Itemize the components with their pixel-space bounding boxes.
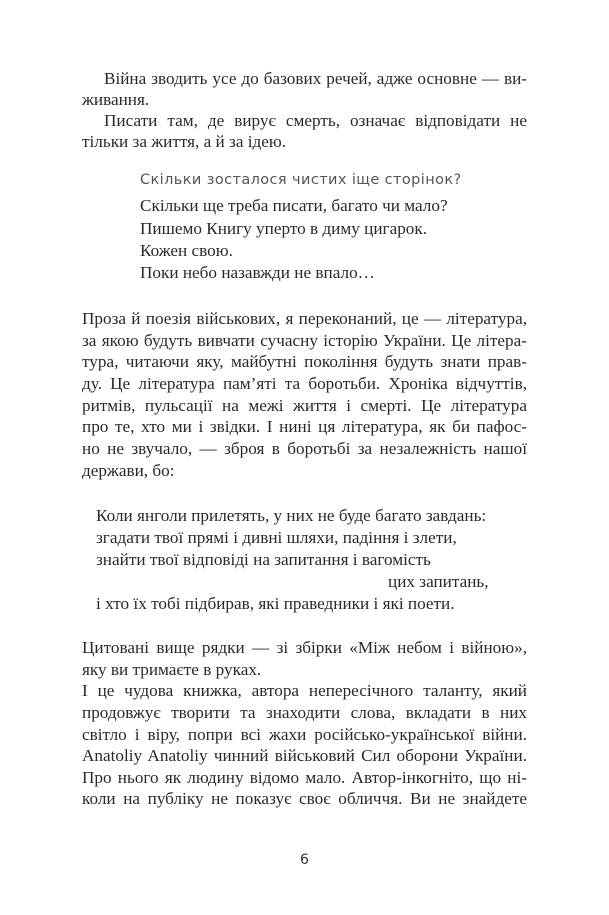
- text-line: Цитовані вище рядки — зі збірки «Між небом і війною»,: [82, 638, 527, 657]
- text-line: тільки за життя, а й за ідею.: [82, 132, 287, 151]
- text-line: ду. Це література пам’яті та боротьби. Хроніка відчуттів,: [82, 374, 527, 393]
- text-line: Про нього як людину відомо мало. Автор-інкогніто, що ні-: [82, 768, 527, 787]
- poem-line: цих запитань,: [388, 572, 489, 591]
- poem-line: Кожен свою.: [140, 241, 233, 260]
- poem-line: знайти твої відповіді на запитання і вагомість: [96, 550, 431, 569]
- text-line: Писати там, де вирує смерть, означає відповідати не: [104, 111, 527, 130]
- text-line: но не звучало, — зброя в боротьбі за незалежність нашої: [82, 439, 527, 458]
- text-line: про те, хто ми і звідки. І нині ця література, як би пафос-: [82, 417, 527, 436]
- text-line: держави, бо:: [82, 461, 175, 480]
- text-line: живання.: [82, 90, 150, 109]
- text-line: яку ви тримаєте в руках.: [82, 660, 262, 679]
- text-line: ритмів, пульсації на межі життя і смерті. Це література: [82, 396, 527, 415]
- text-line: продовжує творити та знаходити слова, вкладати в них: [82, 703, 527, 722]
- poem-line: згадати твої прямі і дивні шляхи, падіння і злети,: [96, 528, 457, 547]
- text-line: Війна зводить усе до базових речей, адже основне — ви-: [104, 69, 527, 88]
- text-line: за якою будуть вивчати сучасну історію України. Це літера-: [82, 331, 527, 350]
- page-number: 6: [300, 852, 309, 868]
- text-line: тура, читаючи яку, майбутні покоління будуть знати прав-: [82, 352, 527, 371]
- text-line: І це чудова книжка, автора непересічного таланту, який: [82, 681, 527, 700]
- epigraph-title: Скільки зосталося чистих іще сторінок?: [140, 172, 462, 188]
- poem-line: Коли янголи прилетять, у них не буде багато завдань:: [96, 506, 487, 525]
- text-line: Проза й поезія військових, я переконаний, це — література,: [82, 309, 527, 328]
- text-line: коли на публіку не показує своє обличчя. Ви не знайдете: [82, 789, 527, 808]
- text-line: Anatoliy Anatoliy чинний військовий Сил оборони України.: [82, 746, 527, 765]
- text-line: світло і віру, попри всі жахи російсько-української війни.: [82, 725, 527, 744]
- poem-line: Пишемо Книгу уперто в диму цигарок.: [140, 219, 428, 238]
- poem-line: Поки небо назавжди не впало…: [140, 263, 375, 282]
- poem-line: і хто їх тобі підбирав, які праведники і які поети.: [96, 594, 455, 613]
- poem-line: Скільки ще треба писати, багато чи мало?: [140, 196, 448, 215]
